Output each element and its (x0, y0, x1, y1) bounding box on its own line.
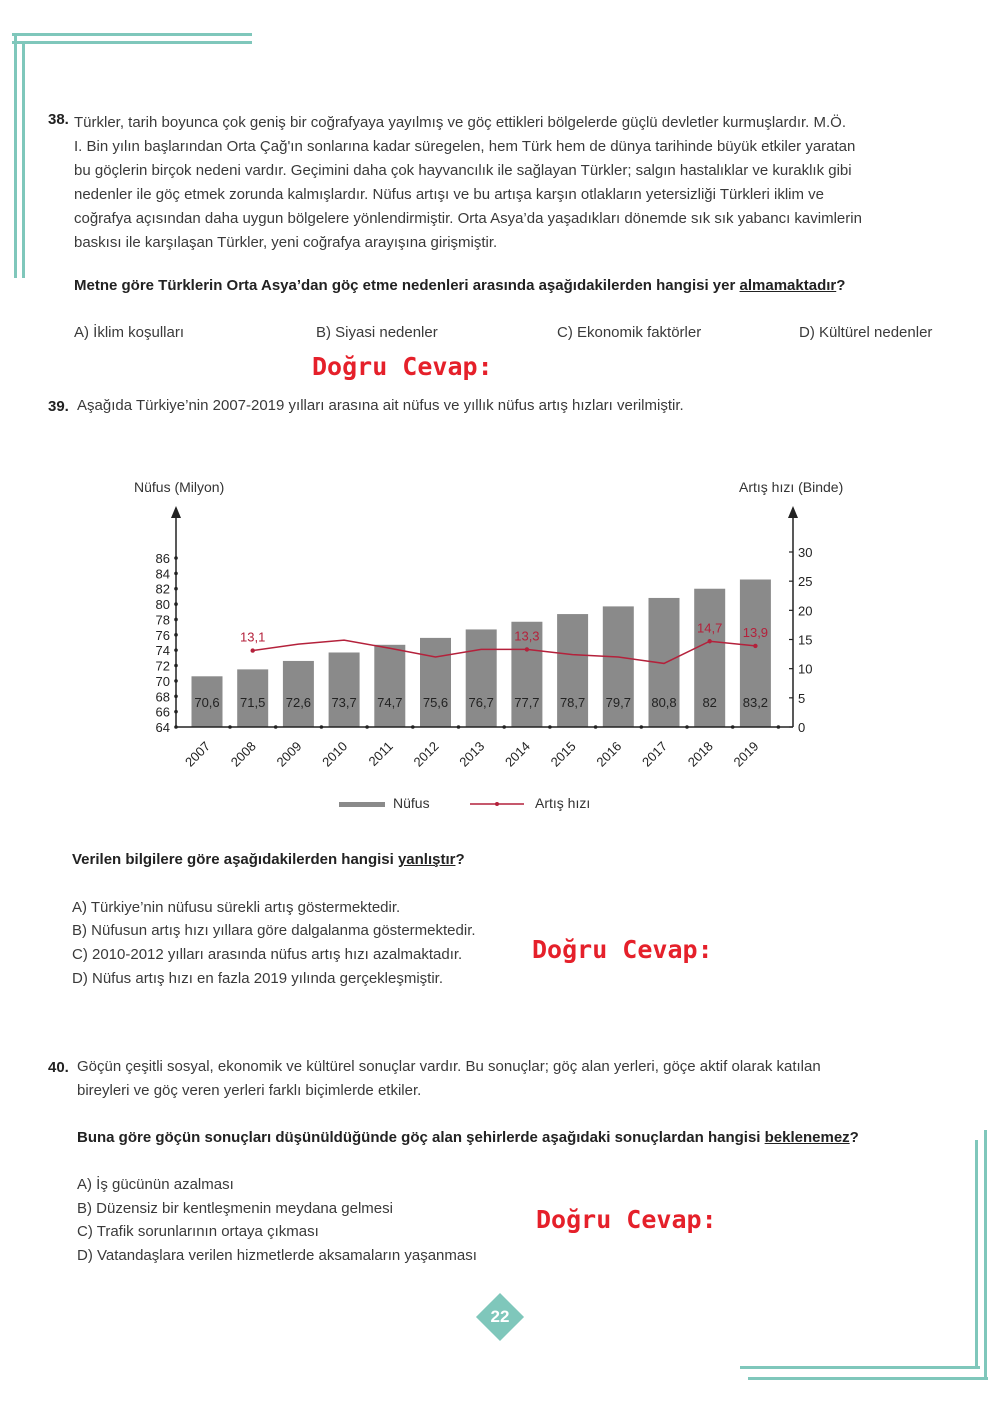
population-bar (420, 638, 451, 727)
x-tick-dot (548, 725, 552, 729)
population-bar-label: 78,7 (559, 695, 586, 710)
x-tick-label: 2019 (730, 738, 762, 770)
left-tick-label: 66 (155, 704, 170, 720)
x-tick-label: 2013 (456, 738, 488, 770)
left-tick-label: 86 (155, 551, 170, 566)
left-tick-label: 76 (155, 627, 170, 643)
growth-rate-line (253, 640, 756, 663)
x-tick-label: 2016 (593, 738, 625, 770)
growth-rate-point (708, 639, 712, 643)
population-bar-label: 77,7 (514, 695, 540, 710)
x-tick-dot (411, 725, 415, 729)
q38-paragraph (74, 111, 954, 255)
right-axis-title: Artış hızı (Binde) (739, 479, 844, 495)
q39-question-text: Verilen bilgilere göre aşağıdakilerden hangisi (72, 851, 398, 868)
left-y-axis-arrow (171, 506, 181, 518)
x-tick-dot (457, 725, 461, 729)
q38-option-b[interactable]: B) Siyasi nedenler (316, 324, 438, 341)
frame-bottom-line-1 (740, 1366, 980, 1369)
right-tick-label: 10 (798, 661, 813, 677)
q38-line: nedenler ile göç etmek zorunda kalmışlardır. Nüfus artışı ve bu artışa karşın otlakların yetersizliği Türkleri iklim ve (74, 186, 825, 203)
q39-intro: Aşağıda Türkiye’nin 2007-2019 yılları arasına ait nüfus ve yıllık nüfus artış hızları verilmiştir. (77, 397, 684, 414)
left-tick-label: 72 (155, 658, 170, 674)
q40-question-emphasis: beklenemez (764, 1129, 850, 1146)
left-tick-dot (174, 618, 178, 622)
q38-line: coğrafya açısından daha uygun bölgelere yönlendirmiştir. Orta Asya’da yaşadıkları dönemde sık sık yabancı kavimlerin (74, 210, 862, 227)
q40-line: Göçün çeşitli sosyal, ekonomik ve kültürel sonuçlar vardır. Bu sonuçlar; göç alan yerleri, göçe aktif olarak katılan (77, 1058, 821, 1075)
q39-number: 39. (48, 398, 69, 415)
population-bar-label: 75,6 (422, 695, 449, 710)
right-tick-label: 20 (798, 603, 813, 619)
x-tick-label: 2012 (410, 738, 442, 770)
q38-question-mark: ? (836, 277, 846, 294)
frame-bottom-line-2 (748, 1377, 988, 1380)
growth-rate-label: 13,3 (514, 628, 540, 644)
q38-line: baskısı ile karşılaşan Türkler, yeni coğrafya arayışına girişmiştir. (74, 234, 498, 251)
q38-question-emphasis: almamaktadır (739, 277, 837, 294)
x-tick-label: 2008 (227, 738, 259, 770)
x-tick-dot (640, 725, 644, 729)
left-tick-dot (174, 633, 178, 637)
right-tick-label: 5 (798, 690, 806, 706)
left-tick-label: 68 (155, 689, 170, 705)
growth-rate-label: 14,7 (697, 620, 723, 636)
x-tick-dot (228, 725, 232, 729)
right-tick-label: 15 (798, 632, 813, 648)
population-bar-label: 82 (702, 695, 717, 710)
q38-option-c[interactable]: C) Ekonomik faktörler (557, 324, 702, 341)
q40-number: 40. (48, 1059, 69, 1076)
right-tick-label: 0 (798, 720, 806, 735)
left-tick-dot (174, 602, 178, 606)
left-axis-title: Nüfus (Milyon) (134, 479, 225, 495)
left-tick-label: 78 (155, 612, 170, 628)
q38-line: I. Bin yılın başlarından Orta Çağ'ın sonlarına kadar süregelen, hem Türk hem de dünya tarihinde büyük etkiler yaratan (74, 138, 856, 155)
x-tick-label: 2014 (501, 738, 534, 770)
q39-option-c[interactable]: C) 2010-2012 yılları arasında nüfus artış hızı azalmaktadır. (72, 946, 463, 963)
left-tick-dot (174, 648, 178, 652)
x-tick-label: 2007 (182, 738, 214, 770)
q40-option-b[interactable]: B) Düzensiz bir kentleşmenin meydana gelmesi (77, 1200, 393, 1217)
left-tick-dot (174, 556, 178, 560)
q40-paragraph (77, 1055, 957, 1103)
growth-rate-label: 13,1 (240, 629, 266, 645)
q38-question-text: Metne göre Türklerin Orta Asya’dan göç etme nedenleri arasında aşağıdakilerden hangisi yer (74, 277, 740, 294)
left-tick-dot (174, 694, 178, 698)
q38-number: 38. (48, 111, 69, 128)
q40-option-d[interactable]: D) Vatandaşlara verilen hizmetlerde aksamaların yaşanması (77, 1247, 477, 1264)
population-bar-label: 72,6 (285, 695, 312, 710)
population-bar-label: 76,7 (468, 695, 494, 710)
growth-rate-point (753, 644, 757, 648)
left-tick-dot (174, 679, 178, 683)
growth-rate-point (251, 648, 255, 652)
left-tick-label: 70 (155, 673, 170, 689)
frame-left-line-2 (22, 41, 25, 278)
growth-rate-point (525, 647, 529, 651)
q40-line: bireyleri ve göç veren yerleri farklı biçimlerde etkiler. (77, 1082, 422, 1099)
x-tick-dot (685, 725, 689, 729)
growth-rate-label: 13,9 (742, 624, 769, 640)
q40-question-text: Buna göre göçün sonuçları düşünüldüğünde göç alan şehirlerde aşağıdaki sonuçlardan hangisi (77, 1129, 765, 1146)
q40-answer-label[interactable]: Doğru Cevap: (536, 1205, 717, 1234)
q39-answer-label[interactable]: Doğru Cevap: (532, 935, 713, 964)
left-tick-label: 82 (155, 581, 170, 597)
right-tick-label: 25 (798, 574, 813, 590)
q39-option-d[interactable]: D) Nüfus artış hızı en fazla 2019 yılında gerçekleşmiştir. (72, 970, 443, 987)
frame-left-line-1 (14, 33, 17, 278)
q38-option-a[interactable]: A) İklim koşulları (74, 324, 185, 341)
q40-question (77, 1126, 859, 1150)
population-bar (466, 629, 497, 727)
q40-question-mark: ? (849, 1129, 859, 1146)
left-tick-label: 84 (155, 566, 170, 582)
x-tick-label: 2011 (365, 738, 396, 769)
x-tick-dot (594, 725, 598, 729)
frame-top-line-1 (12, 33, 252, 36)
x-tick-dot (365, 725, 369, 729)
population-bar-label: 74,7 (377, 695, 403, 710)
legend-line-label: Artış hızı (535, 795, 591, 811)
q38-line: bu göçlerin birçok nedeni vardır. Geçimini daha çok hayvancılık ile sağlayan Türkler; salgın hastalıklar ve kuraklık gibi (74, 162, 852, 179)
q39-option-a[interactable]: A) Türkiye’nin nüfusu sürekli artış göstermektedir. (72, 899, 401, 916)
q39-option-b[interactable]: B) Nüfusun artış hızı yıllara göre dalgalanma göstermektedir. (72, 922, 476, 939)
left-tick-dot (174, 725, 178, 729)
right-tick-label: 30 (798, 545, 813, 560)
legend-bar-label: Nüfus (393, 795, 430, 811)
q39-question (72, 848, 465, 872)
q39-question-emphasis: yanlıştır (397, 851, 456, 868)
x-tick-label: 2018 (684, 738, 716, 770)
left-tick-dot (174, 710, 178, 714)
legend-bar-swatch (339, 802, 385, 807)
population-bar-label: 83,2 (742, 695, 769, 710)
left-tick-label: 74 (155, 643, 170, 659)
q40-option-c[interactable]: C) Trafik sorunlarının ortaya çıkması (77, 1223, 319, 1240)
left-tick-label: 64 (155, 720, 170, 735)
population-bar (374, 645, 405, 727)
population-bar-label: 79,7 (605, 695, 631, 710)
legend-line-marker (495, 802, 499, 806)
left-tick-dot (174, 572, 178, 576)
x-tick-label: 2009 (273, 738, 305, 770)
q38-line: Türkler, tarih boyunca çok geniş bir coğrafyaya yayılmış ve göç ettikleri bölgelerde güçlü devletler kurmuşlardır. M.Ö. (74, 114, 847, 131)
left-tick-dot (174, 587, 178, 591)
population-bar (557, 614, 588, 727)
page-number: 22 (490, 1307, 510, 1326)
population-bar (283, 661, 314, 727)
population-bar (329, 652, 360, 727)
q38-answer-label[interactable]: Doğru Cevap: (312, 352, 493, 381)
population-bar-label: 70,6 (194, 695, 220, 710)
x-tick-dot (274, 725, 278, 729)
q38-question (74, 274, 845, 298)
left-tick-dot (174, 664, 178, 668)
right-y-axis-arrow (788, 506, 798, 518)
x-tick-label: 2010 (319, 738, 351, 770)
x-tick-dot (320, 725, 324, 729)
q38-option-d[interactable]: D) Kültürel nedenler (799, 324, 933, 341)
x-tick-label: 2015 (547, 738, 579, 770)
x-tick-label: 2017 (639, 738, 671, 770)
left-tick-label: 80 (155, 597, 170, 613)
x-tick-dot (731, 725, 735, 729)
population-chart (0, 440, 1000, 830)
x-tick-dot (777, 725, 781, 729)
x-tick-dot (502, 725, 506, 729)
frame-top-line-2 (12, 41, 252, 44)
frame-right-line-1 (975, 1140, 978, 1369)
q40-option-a[interactable]: A) İş gücünün azalması (77, 1176, 234, 1193)
q39-question-mark: ? (455, 851, 465, 868)
frame-right-line-2 (984, 1130, 987, 1380)
population-bar-label: 80,8 (651, 695, 677, 710)
population-bar-label: 73,7 (331, 695, 357, 710)
population-bar-label: 71,5 (240, 695, 266, 710)
